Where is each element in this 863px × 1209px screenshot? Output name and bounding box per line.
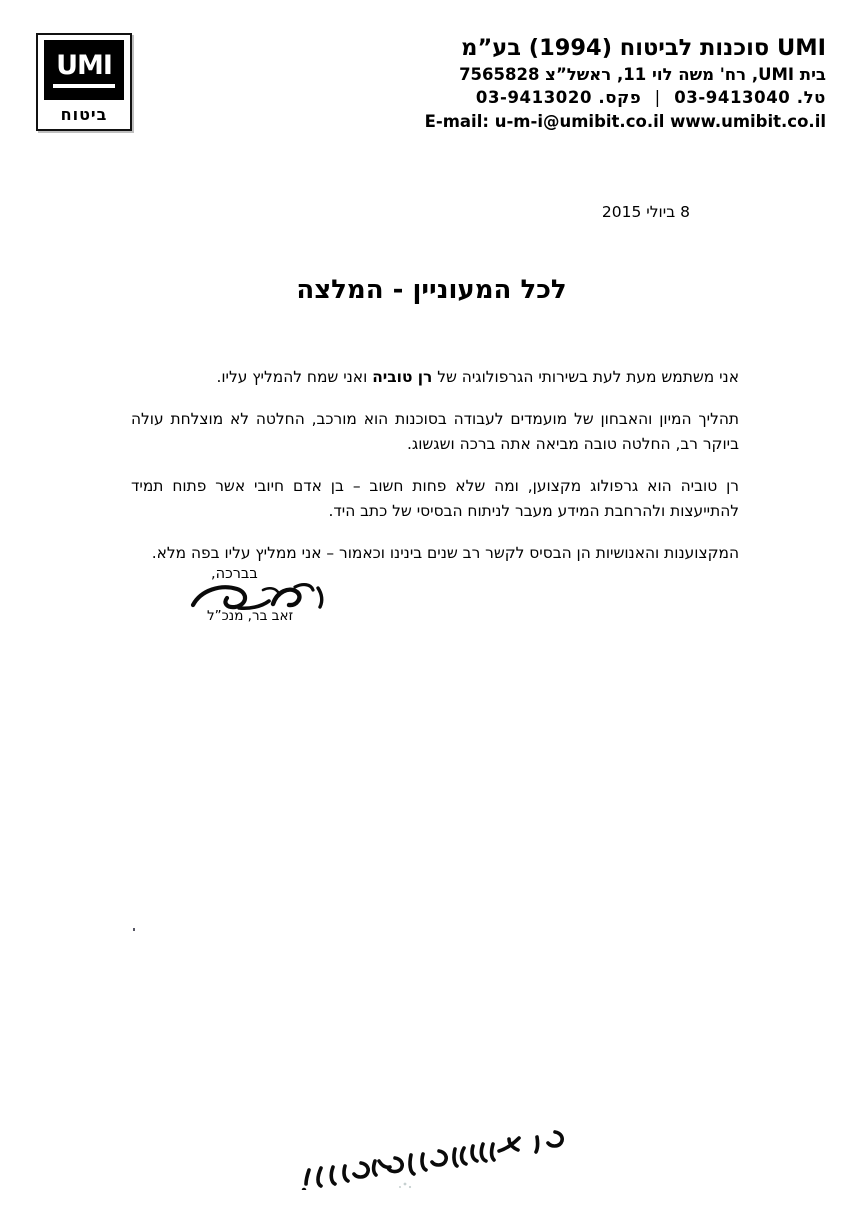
scan-artifact-speck [133,928,135,931]
paragraph-1 [131,365,739,390]
umi-logo [36,33,132,131]
signer-name-and-title: זאב בר, מנכ”ל [207,608,294,624]
logo-underline-bar [53,84,115,88]
company-phone-line [146,86,826,109]
letterhead [36,33,826,134]
fax-number: 03-9413020 [475,88,593,108]
company-email-line: E-mail: u-m-i@umibit.co.il www.umibit.co.il [424,111,826,131]
phone-number: 03-9413040 [674,88,791,108]
paragraph-1-text-before: אני משתמש מעת לעת בשירותי הגרפולוגיה של [432,368,739,386]
signature-greeting: בברכה, [211,566,258,582]
paragraph-3: רן טוביה הוא גרפולוג מקצוען, ומה שלא פחות חשוב – בן אדם חיובי אשר פתוח תמיד להתייעצות ולהרחבת המידע מעבר לניתוח הבסיסי של כתב היד. [131,476,739,520]
phone-label: טל. [796,88,826,108]
page-title: לכל המעוניין - המלצה [296,275,567,305]
logo-wordmark: UMI [56,49,112,81]
handwritten-slogan-icon [287,1108,577,1190]
paragraph-1-text-after: ואני שמח להמליץ עליו. [216,368,373,386]
subject-name-bold: רן טוביה [372,368,433,386]
company-address: בית UMI, רח' משה לוי 11, ראשל”צ 7565828 [459,64,826,84]
signature-block [195,566,345,624]
logo-subtitle: ביטוח [60,105,108,124]
phone-separator: | [654,88,661,108]
letter-body [131,365,739,566]
company-name: UMI סוכנות לביטוח (1994) בע”מ [461,35,826,61]
fax-label: פקס. [598,88,642,108]
footer-slogan [0,1108,863,1190]
logo-badge-icon [44,40,124,100]
paragraph-4: המקצוענות והאנושיות הן הבסיס לקשר רב שנים בינינו וכאמור – אני ממליץ עליו בפה מלא. [151,543,739,562]
letterhead-contact-block [146,33,826,134]
paragraph-2: תהליך המיון והאבחון של מועמדים לעבודה בסוכנות הוא מורכב, החלטה לא מוצלחת עולה ביוקר רב, החלטה טובה מביאה אתה ברכה ושגשוג. [131,409,739,453]
letter-date: 8 ביולי 2015 [601,203,690,221]
